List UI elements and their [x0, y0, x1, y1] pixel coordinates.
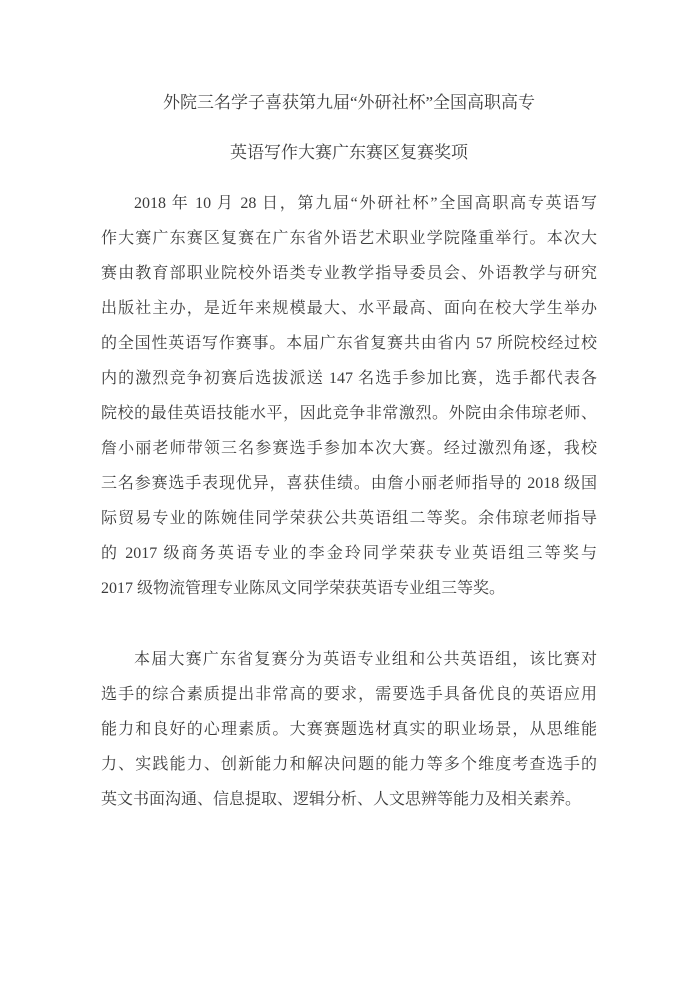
text-line: 内的激烈竞争初赛后选拔派送 147 名选手参加比赛，选手都代表各	[101, 370, 597, 387]
text-line: 的全国性英语写作赛事。本届广东省复赛共由省内 57 所院校经过校	[101, 335, 597, 352]
text-line: 院校的最佳英语技能水平，因此竞争非常激烈。外院由余伟琼老师、	[101, 405, 597, 422]
text-line: 2018 年 10 月 28 日，第九届“外研社杯”全国高职高专英语写	[134, 195, 597, 212]
text-line: 出版社主办，是近年来规模最大、水平最高、面向在校大学生举办	[101, 300, 597, 317]
text-line: 詹小丽老师带领三名参赛选手参加本次大赛。经过激烈角逐，我校	[101, 440, 597, 457]
text-line: 赛由教育部职业院校外语类专业教学指导委员会、外语教学与研究	[101, 265, 597, 282]
text-line: 英文书面沟通、信息提取、逻辑分析、人文思辨等能力及相关素养。	[101, 791, 582, 808]
paragraph-1	[101, 186, 597, 606]
text-line: 际贸易专业的陈婉佳同学荣获公共英语组二等奖。余伟琼老师指导	[101, 510, 597, 527]
document-title	[101, 78, 597, 178]
document-title-line-1: 外院三名学子喜获第九届“外研社杯”全国高职高专	[162, 93, 536, 112]
text-line: 作大赛广东赛区复赛在广东省外语艺术职业学院隆重举行。本次大	[101, 230, 597, 247]
text-line: 力、实践能力、创新能力和解决问题的能力等多个维度考查选手的	[101, 756, 597, 773]
text-line: 选手的综合素质提出非常高的要求，需要选手具备优良的英语应用	[101, 686, 597, 703]
text-line: 能力和良好的心理素质。大赛赛题选材真实的职业场景，从思维能	[101, 721, 597, 738]
text-line: 本届大赛广东省复赛分为英语专业组和公共英语组，该比赛对	[134, 651, 597, 668]
text-line: 2017 级物流管理专业陈凤文同学荣获英语专业组三等奖。	[101, 580, 506, 597]
text-line: 的 2017 级商务英语专业的李金玲同学荣获专业英语组三等奖与	[101, 545, 597, 562]
document-title-line-2: 英语写作大赛广东赛区复赛奖项	[230, 143, 468, 162]
text-line: 三名参赛选手表现优异，喜获佳绩。由詹小丽老师指导的 2018 级国	[101, 475, 597, 492]
paragraph-2	[101, 642, 597, 817]
